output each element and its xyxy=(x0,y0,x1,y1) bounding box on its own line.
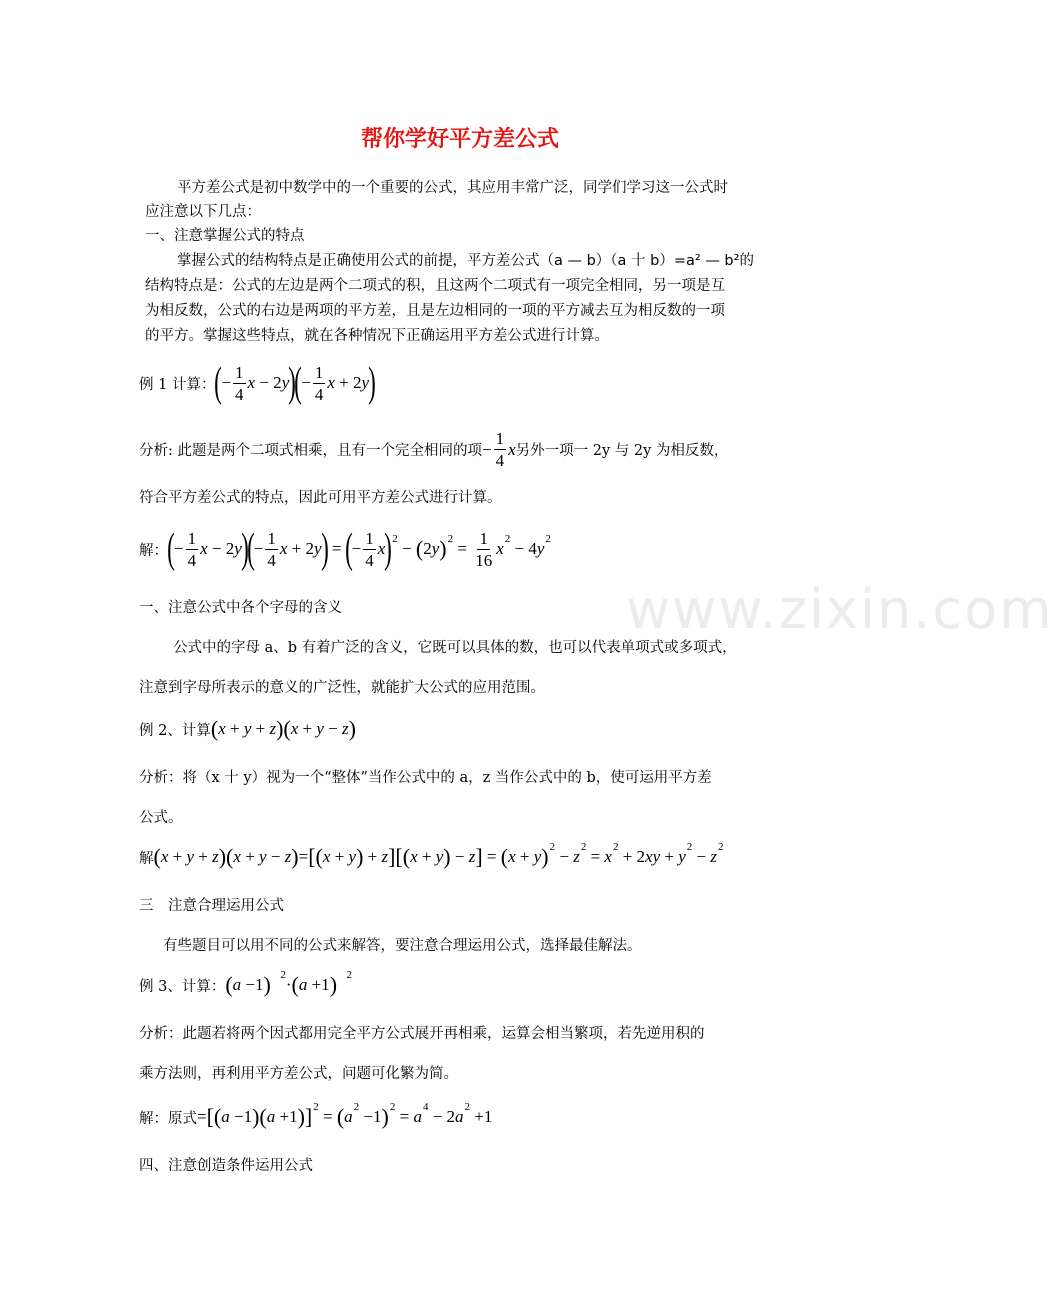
page-title: 帮你学好平方差公式 xyxy=(360,127,559,152)
intro-line-1: 平方差公式是初中数学中的一个重要的公式，其应用丰常广泛，同学们学习这一公式时 xyxy=(177,180,728,196)
intro-line-2: 应注意以下几点： xyxy=(145,204,261,220)
example-1-analysis-term: − $\frac{1}{4}$ x xyxy=(482,429,516,470)
section-1-heading: 一、注意掌握公式的特点 xyxy=(145,228,305,244)
section-1-line-1: 掌握公式的结构特点是正确使用公式的前提，平方差公式（a — b）（a 十 b）=a² — b²的 xyxy=(177,253,754,269)
example-2-expression: ( x + y + z )( x + y − z ) xyxy=(210,716,356,741)
section-1-line-2: 结构特点是：公式的左边是两个二项式的积，且这两个二项式有一项完全相同，另一项是互 xyxy=(145,278,725,294)
example-1-solution xyxy=(139,528,551,570)
example-3-solution xyxy=(139,1101,493,1129)
example-3-label: 例 3、计算： xyxy=(139,978,226,995)
example-2 xyxy=(139,718,356,740)
section-4-heading: 四、注意创造条件运用公式 xyxy=(139,1158,313,1174)
example-3 xyxy=(139,969,353,997)
section-2-line-2: 注意到字母所表示的意义的广泛性，就能扩大公式的应用范围。 xyxy=(139,680,545,696)
example-1-analysis-c: 符合平方差公式的特点，因此可用平方差公式进行计算。 xyxy=(139,490,502,506)
example-1-analysis-a: 分析: 此题是两个二项式相乘，且有一个完全相同的项 xyxy=(139,443,482,459)
example-3-analysis-2: 乘方法则，再利用平方差公式，问题可化繁为简。 xyxy=(139,1066,458,1082)
example-1-label: 例 1 计算： xyxy=(139,376,216,393)
example-1-expression: ( − $\frac{1}{4}$ x − 2 y ) ( − $\frac{1}{4}$ x + 2 y ) xyxy=(214,360,376,406)
section-3-heading: 三 注意合理运用公式 xyxy=(139,898,284,914)
example-1-analysis xyxy=(139,430,728,469)
watermark: www.zixin.com xyxy=(626,578,1054,641)
section-2-heading: 一、注意公式中各个字母的含义 xyxy=(139,600,342,616)
example-2-solution-expression: ( x + y + z )( x + y − z ) = [( x + y ) + z ][( x + y ) − z ] = ( x + y ) 2 − z 2 = x 2 + 2 xy + y 2 − z 2 xyxy=(153,841,724,869)
example-2-analysis-2: 公式。 xyxy=(139,810,183,826)
example-3-solution-expression: = [( a −1 )( a +1 )] 2 = ( a 2 −1 ) 2 = a 4 − 2 a 2 +1 xyxy=(197,1101,493,1129)
section-3-line-1: 有些题目可以用不同的公式来解答，要注意合理运用公式，选择最佳解法。 xyxy=(163,938,642,954)
example-2-solution-label: 解 xyxy=(139,850,154,867)
example-1 xyxy=(139,362,375,404)
example-1-solution-label: 解： xyxy=(139,542,168,559)
example-3-analysis-1: 分析：此题若将两个因式都用完全平方公式展开再相乘，运算会相当繁项，若先逆用积的 xyxy=(139,1026,705,1042)
example-2-solution xyxy=(139,841,724,869)
section-1-line-3: 为相反数，公式的右边是两项的平方差，且是左边相同的一项的平方减去互为相反数的一项 xyxy=(145,303,725,319)
example-3-expression: ( a −1 ) 2 · ( a +1 ) 2 xyxy=(225,969,353,997)
example-1-solution-expression: ( − $\frac{1}{4}$ x − 2 y ) ( − $\frac{1}{4}$ x + 2 y ) = ( − $\frac{1}{4}$ x ) 2 − ( 2 y ) 2 = $\frac{1}{16}$ x 2 − 4 y 2 xyxy=(167,526,551,572)
example-3-solution-label: 解：原式 xyxy=(139,1110,197,1127)
section-1-line-4: 的平方。掌握这些特点，就在各种情况下正确运用平方差公式进行计算。 xyxy=(145,328,609,344)
example-2-analysis-1: 分析：将（x 十 y）视为一个“整体”当作公式中的 a，z 当作公式中的 b，使可运用平方差 xyxy=(139,770,712,786)
example-1-analysis-b: 另外一项一 2y 与 2y 为相反数， xyxy=(515,443,729,459)
example-2-label: 例 2、计算 xyxy=(139,722,211,739)
section-2-line-1: 公式中的字母 a、b 有着广泛的含义，它既可以具体的数，也可以代表单项式或多项式， xyxy=(173,640,737,656)
